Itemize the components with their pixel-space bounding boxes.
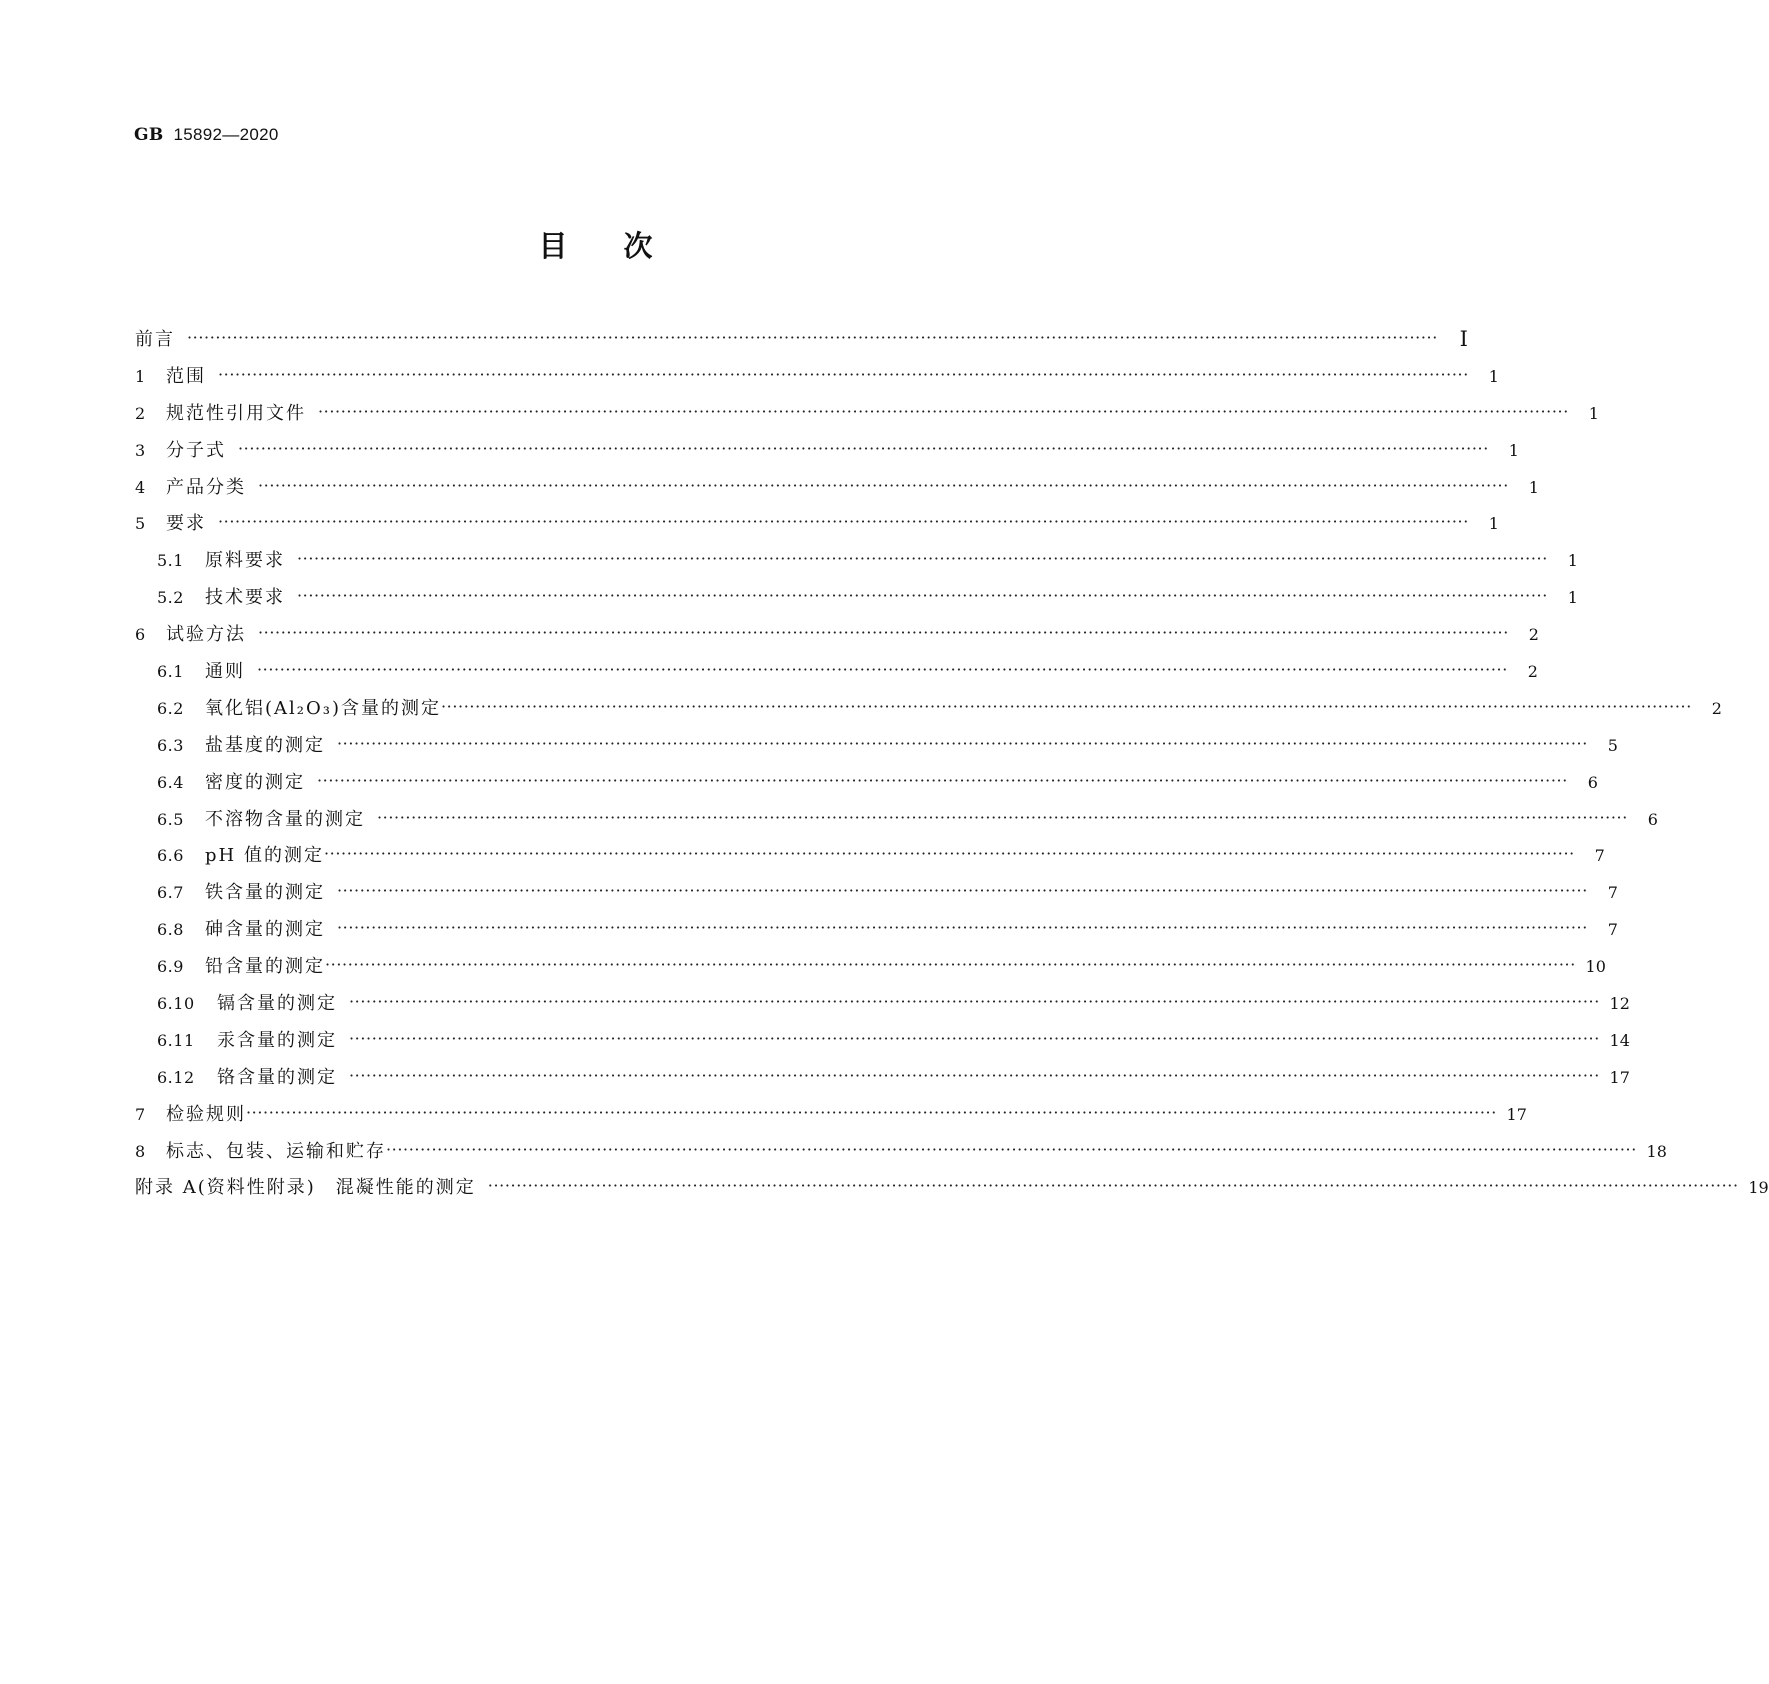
toc-entry[interactable] <box>135 918 1618 956</box>
toc-entry-number: 6.8 <box>157 920 184 940</box>
toc-dot-leader: ···························································································································································································································· <box>349 992 1600 1012</box>
toc-dot-leader: ···························································································································································································································· <box>337 881 1588 901</box>
toc-entry-text <box>135 1067 349 1089</box>
toc-page-number: 18 <box>1646 1141 1667 1161</box>
toc-entry-number: 6.4 <box>157 772 184 792</box>
toc-entry-text <box>135 919 337 941</box>
toc-entry-label: 分子式 <box>166 439 226 461</box>
toc-entry-label: 标志、包装、运输和贮存 <box>166 1140 386 1162</box>
standard-prefix: GB <box>134 125 164 145</box>
toc-entry-label: 技术要求 <box>205 587 285 609</box>
toc-entry-label: 铅含量的测定 <box>205 956 325 978</box>
toc-dot-leader: ···························································································································································································································· <box>238 438 1489 458</box>
table-of-contents <box>135 327 1769 1214</box>
toc-entry-number: 6.2 <box>157 698 184 718</box>
toc-entry-number: 6.3 <box>157 735 184 755</box>
toc-entry-label: 前言 <box>135 329 175 350</box>
toc-entry-text <box>135 329 187 351</box>
toc-entry-number: 6.6 <box>157 846 184 866</box>
toc-entry-number: 6.7 <box>157 883 184 903</box>
toc-page-number: Ⅰ <box>1459 327 1468 351</box>
toc-entry-text <box>135 993 349 1015</box>
toc-entry-text <box>135 366 218 388</box>
toc-entry-text <box>135 1141 386 1163</box>
toc-entry[interactable] <box>135 586 1578 624</box>
toc-page-number: 1 <box>1588 403 1599 423</box>
toc-page-number: 1 <box>1508 440 1519 460</box>
toc-entry-label: 产品分类 <box>166 476 246 498</box>
toc-entry[interactable] <box>135 1065 1630 1104</box>
toc-entry-number: 2 <box>135 403 146 423</box>
toc-entry-label: 镉含量的测定 <box>217 993 337 1015</box>
toc-page-number: 10 <box>1585 957 1606 977</box>
toc-page-number: 6 <box>1647 809 1658 829</box>
toc-dot-leader: ···························································································································································································································· <box>441 696 1692 716</box>
standard-number: 15892—2020 <box>173 125 279 144</box>
toc-entry-number: 7 <box>135 1104 146 1124</box>
toc-entry[interactable] <box>135 512 1499 550</box>
toc-entry[interactable] <box>135 992 1630 1030</box>
toc-dot-leader: ···························································································································································································································· <box>218 512 1469 532</box>
toc-entry-label: 通则 <box>205 661 245 683</box>
toc-dot-leader: ···························································································································································································································· <box>325 955 1576 975</box>
toc-entry-text <box>135 698 441 720</box>
toc-entry-text <box>135 1030 349 1052</box>
toc-entry[interactable] <box>135 1102 1527 1141</box>
toc-entry-text <box>135 845 324 867</box>
toc-page-number: 12 <box>1609 994 1630 1014</box>
toc-entry-number: 5.2 <box>157 588 184 608</box>
toc-entry-number: 6 <box>135 625 146 645</box>
toc-entry[interactable] <box>135 623 1539 661</box>
toc-dot-leader: ···························································································································································································································· <box>257 660 1508 680</box>
toc-entry[interactable] <box>135 1176 1769 1214</box>
toc-entry-label: 规范性引用文件 <box>166 402 306 424</box>
toc-entry[interactable] <box>135 364 1499 403</box>
toc-entry-label: 试验方法 <box>166 624 246 646</box>
toc-entry[interactable] <box>135 844 1605 882</box>
toc-entry[interactable] <box>135 770 1598 809</box>
toc-entry-text <box>135 1104 246 1126</box>
toc-entry-label: 范围 <box>166 365 206 387</box>
toc-dot-leader: ···························································································································································································································· <box>297 586 1548 606</box>
toc-dot-leader: ···························································································································································································································· <box>218 364 1469 384</box>
toc-entry-number: 4 <box>135 477 146 497</box>
toc-entry-label: pH 值的测定 <box>205 845 324 867</box>
toc-dot-leader: ···························································································································································································································· <box>318 401 1569 421</box>
toc-page-number: 19 <box>1748 1178 1769 1198</box>
toc-entry[interactable] <box>135 881 1618 919</box>
toc-entry-number: 5.1 <box>157 551 184 571</box>
toc-dot-leader: ···························································································································································································································· <box>323 844 1575 864</box>
toc-dot-leader: ···························································································································································································································· <box>258 475 1509 495</box>
toc-entry-text <box>135 477 258 499</box>
toc-entry-label: 不溶物含量的测定 <box>205 808 365 830</box>
toc-entry-label: 汞含量的测定 <box>217 1029 337 1051</box>
toc-entry-number: 6.1 <box>157 662 184 682</box>
toc-entry-text <box>135 624 258 646</box>
toc-page-number: 2 <box>1711 698 1722 718</box>
toc-dot-leader: ···························································································································································································································· <box>487 1176 1739 1196</box>
toc-entry-text <box>135 403 318 425</box>
toc-dot-leader: ···························································································································································································································· <box>317 770 1568 790</box>
toc-page-number: 2 <box>1528 625 1539 645</box>
toc-page-number: 1 <box>1567 588 1578 608</box>
toc-entry-text <box>135 882 337 904</box>
toc-entry[interactable] <box>135 327 1468 366</box>
toc-entry-label: 附录 A(资料性附录) 混凝性能的测定 <box>135 1177 476 1199</box>
toc-entry-text <box>135 809 377 831</box>
toc-dot-leader: ···························································································································································································································· <box>349 1028 1600 1048</box>
toc-entry-text <box>135 956 325 978</box>
toc-page-number: 6 <box>1587 772 1598 792</box>
toc-entry-label: 原料要求 <box>205 550 285 572</box>
toc-page-number: 1 <box>1528 477 1539 497</box>
toc-entry-label: 检验规则 <box>166 1103 246 1125</box>
toc-page-number: 5 <box>1607 735 1618 755</box>
toc-entry-number: 8 <box>135 1141 146 1161</box>
toc-entry[interactable] <box>135 549 1578 587</box>
toc-dot-leader: ···························································································································································································································· <box>258 623 1509 643</box>
toc-page-number: 17 <box>1506 1104 1527 1124</box>
toc-entry-text <box>135 772 317 794</box>
toc-entry-label: 密度的测定 <box>205 771 305 793</box>
toc-page-number: 1 <box>1567 551 1578 571</box>
toc-entry-number: 3 <box>135 440 146 460</box>
toc-entry[interactable] <box>135 660 1538 698</box>
toc-entry-text <box>135 440 238 462</box>
toc-dot-leader: ···························································································································································································································· <box>386 1139 1637 1159</box>
toc-entry-label: 氧化铝(Al₂O₃)含量的测定 <box>205 697 441 719</box>
toc-entry[interactable] <box>135 733 1618 772</box>
toc-entry-number: 6.12 <box>157 1067 195 1087</box>
toc-entry-number: 6.9 <box>157 957 184 977</box>
toc-dot-leader: ···························································································································································································································· <box>246 1102 1497 1122</box>
toc-dot-leader: ···························································································································································································································· <box>337 918 1588 938</box>
toc-dot-leader: ···························································································································································································································· <box>297 549 1548 569</box>
toc-entry[interactable] <box>135 1139 1667 1178</box>
toc-entry-number: 5 <box>135 514 146 534</box>
toc-page-number: 1 <box>1488 366 1499 386</box>
toc-entry[interactable] <box>135 1028 1630 1067</box>
toc-entry-text <box>135 735 337 757</box>
toc-entry-label: 要求 <box>166 513 206 535</box>
toc-page-number: 7 <box>1607 920 1618 940</box>
toc-page-number: 1 <box>1488 514 1499 534</box>
toc-entry-number: 6.5 <box>157 809 184 829</box>
toc-entry-text <box>135 661 257 683</box>
toc-dot-leader: ···························································································································································································································· <box>187 328 1438 347</box>
page-title: 目次 <box>538 229 709 263</box>
toc-page-number: 17 <box>1609 1067 1630 1087</box>
toc-page-number: 14 <box>1609 1030 1630 1050</box>
toc-page-number: 7 <box>1594 846 1605 866</box>
toc-page-number: 2 <box>1527 662 1538 682</box>
toc-entry[interactable] <box>135 955 1606 993</box>
toc-entry[interactable] <box>135 438 1519 477</box>
toc-entry[interactable] <box>135 475 1539 514</box>
toc-dot-leader: ···························································································································································································································· <box>337 733 1588 753</box>
toc-dot-leader: ···························································································································································································································· <box>377 807 1628 827</box>
toc-entry[interactable] <box>135 696 1722 735</box>
toc-page-number: 7 <box>1607 883 1618 903</box>
standard-code <box>134 125 279 145</box>
toc-entry-number: 1 <box>135 366 146 386</box>
toc-entry-text <box>135 513 218 535</box>
toc-entry-label: 铁含量的测定 <box>205 882 325 904</box>
toc-entry[interactable] <box>135 807 1658 846</box>
toc-entry-label: 铬含量的测定 <box>217 1066 337 1088</box>
toc-dot-leader: ···························································································································································································································· <box>349 1065 1600 1085</box>
toc-entry-text <box>135 1177 488 1199</box>
toc-entry-text <box>135 550 297 572</box>
toc-entry-number: 6.10 <box>157 994 195 1014</box>
toc-entry-number: 6.11 <box>157 1030 195 1050</box>
toc-entry-label: 砷含量的测定 <box>205 919 325 941</box>
toc-entry-label: 盐基度的测定 <box>205 734 325 756</box>
toc-entry[interactable] <box>135 401 1599 440</box>
toc-entry-text <box>135 587 297 609</box>
